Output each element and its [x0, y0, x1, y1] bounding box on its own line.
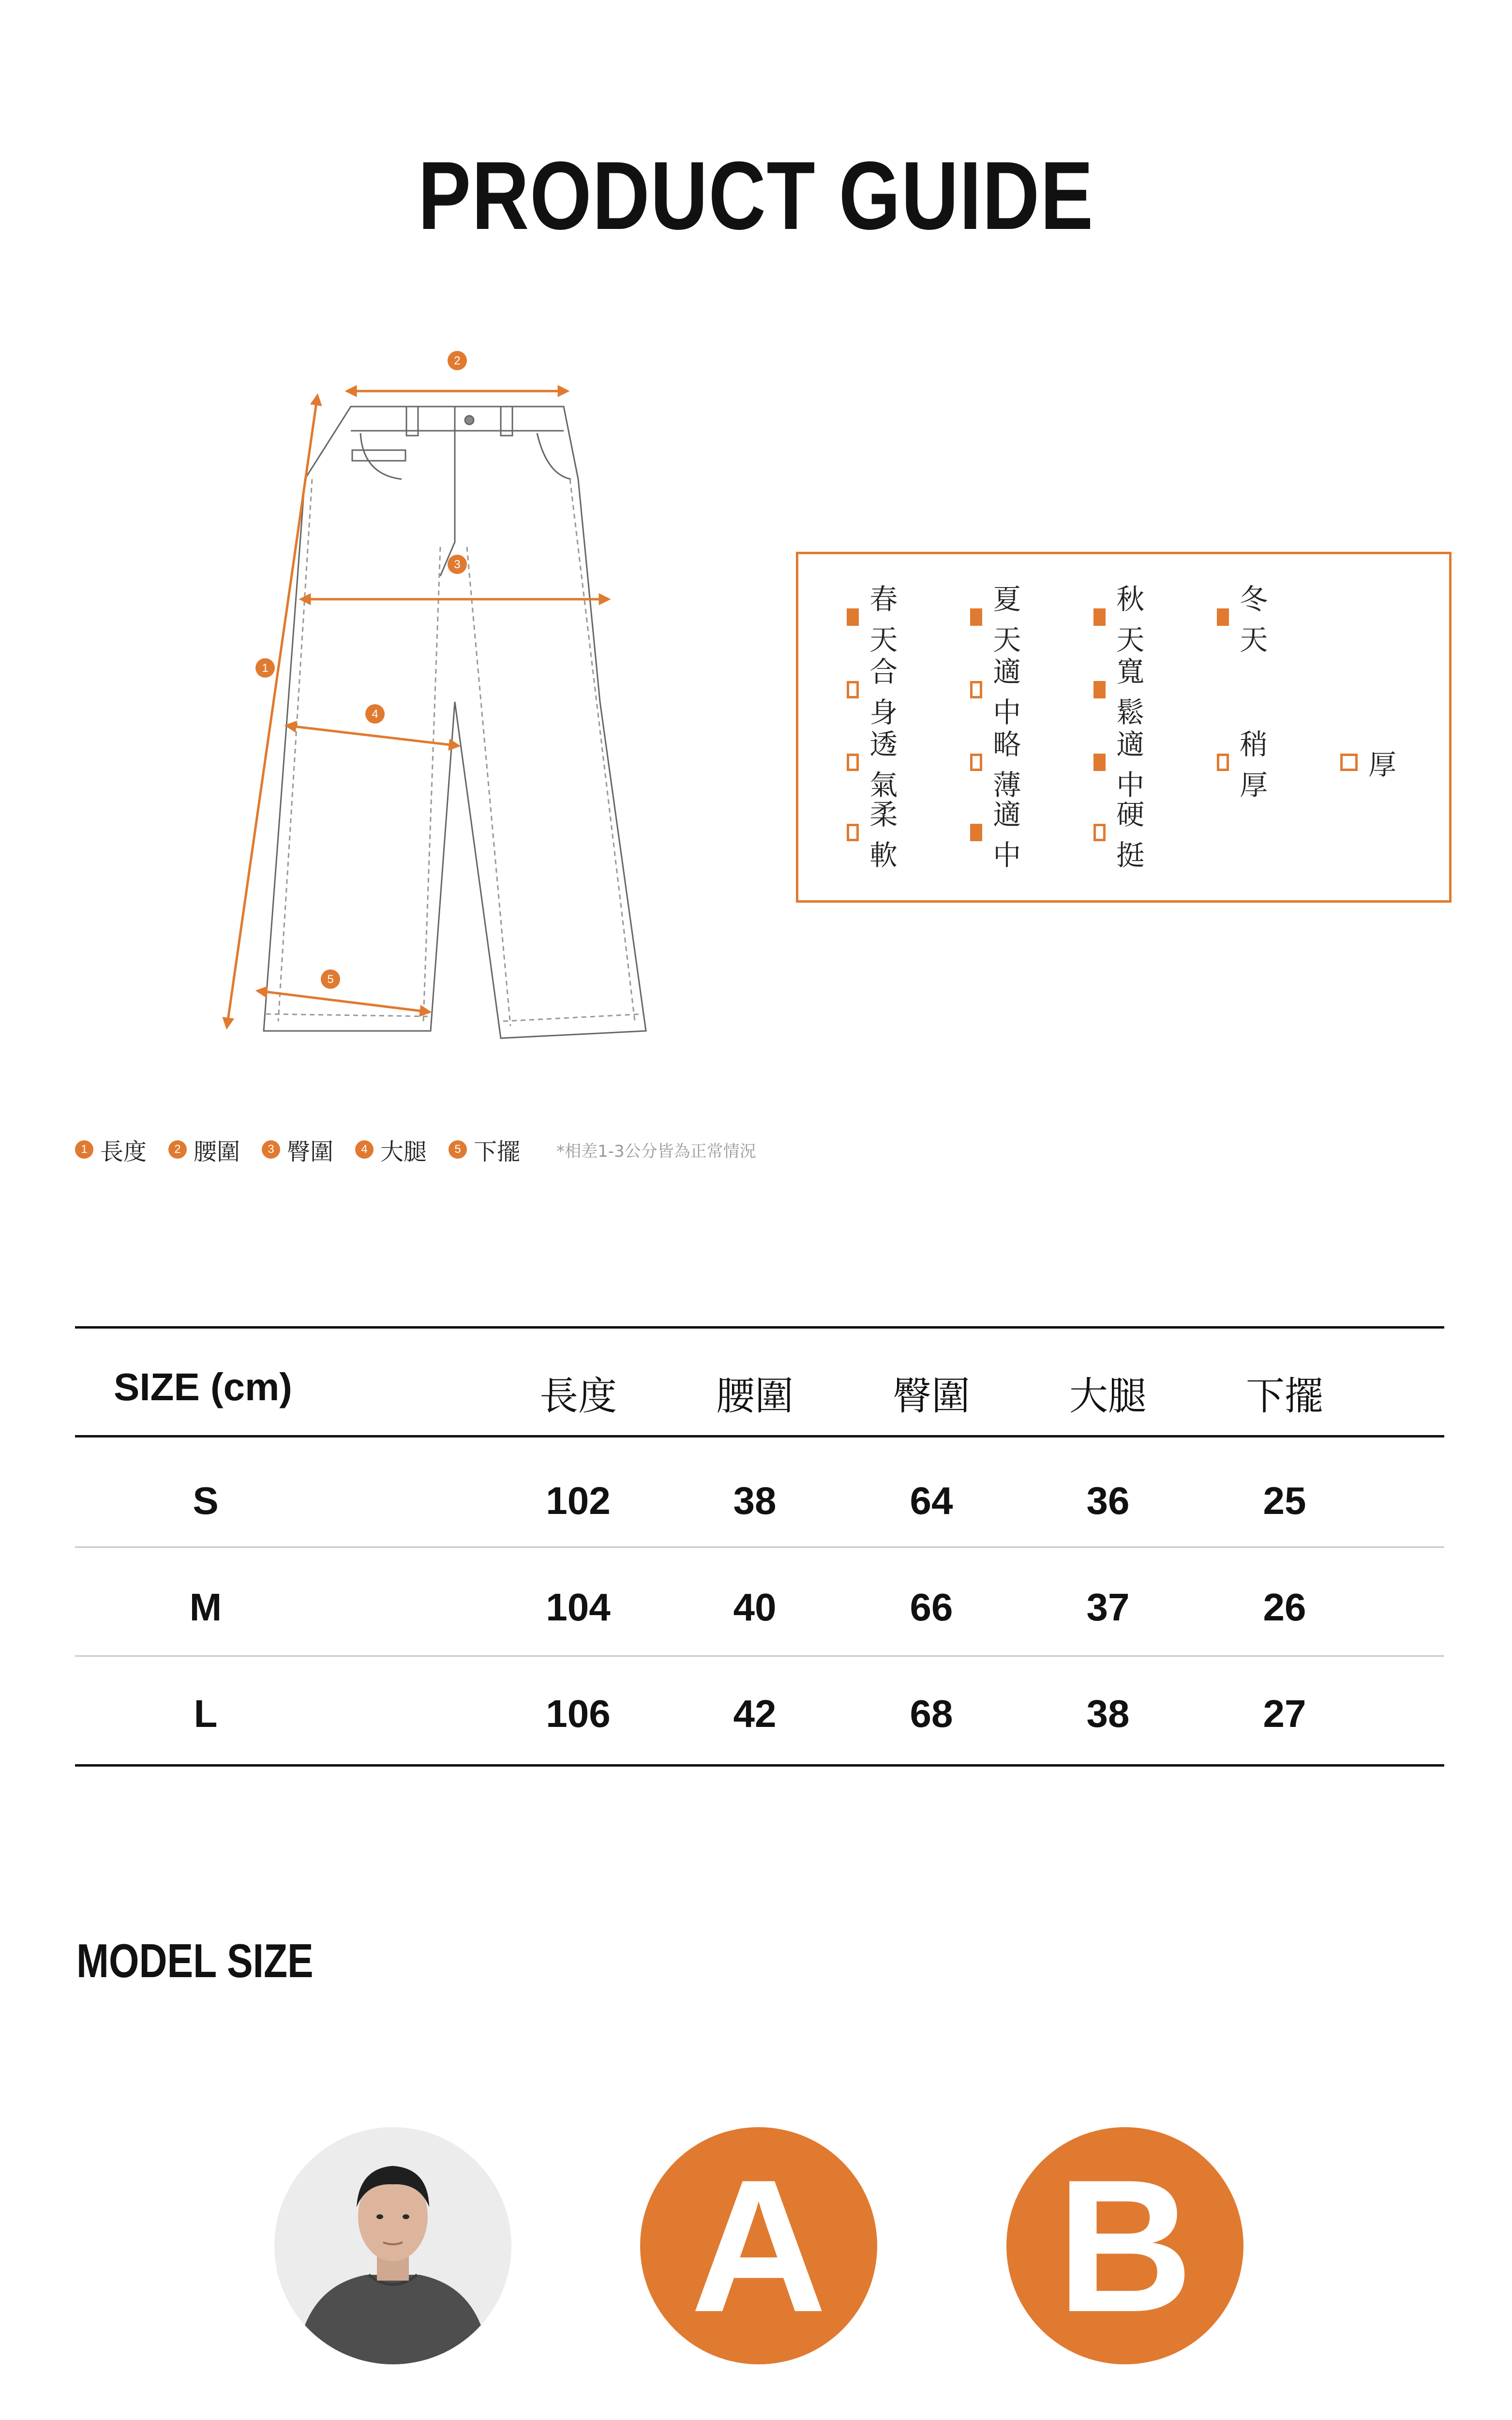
option-winter: 冬天: [1217, 600, 1275, 634]
legend-item: [75, 1133, 147, 1166]
legend-label: 臀圍: [287, 1138, 334, 1165]
measurement-note: *相差1-3公分皆為正常情況: [556, 1141, 756, 1161]
option-medium-softness: 適中: [970, 816, 1028, 849]
table-cell: 27: [1263, 1692, 1306, 1735]
option-summer: 夏天: [970, 600, 1028, 634]
legend-item: [262, 1133, 333, 1166]
measurement-arrows: [227, 391, 605, 1024]
option-regular-fit: 適中: [970, 673, 1028, 707]
table-header-thigh: 大腿: [1069, 1374, 1147, 1419]
option-thick: 厚: [1340, 745, 1398, 779]
marker-1: 1: [262, 662, 269, 675]
legend-number: 4: [355, 1140, 374, 1159]
legend-label: 大腿: [380, 1138, 427, 1165]
legend-number: 5: [449, 1140, 467, 1159]
checkbox-icon: [1340, 754, 1358, 771]
table-cell: 36: [1086, 1479, 1130, 1522]
table-header-length: 長度: [539, 1374, 617, 1419]
pants-outline: [264, 407, 646, 1038]
table-cell: 38: [733, 1479, 777, 1522]
checkbox-icon: [847, 608, 859, 626]
legend-label: 腰圍: [194, 1138, 240, 1165]
row-divider: [75, 1546, 1444, 1548]
checkbox-icon: [1093, 681, 1106, 698]
table-cell: 38: [1086, 1692, 1130, 1735]
option-stiff: 硬挺: [1093, 816, 1152, 849]
checkbox-icon: [1217, 754, 1229, 771]
option-slightly-thick: 稍厚: [1217, 745, 1275, 779]
table-header-hip: 臀圍: [893, 1374, 970, 1419]
option-soft: 柔軟: [847, 816, 905, 849]
table-cell: 68: [910, 1692, 953, 1735]
table-header-waist: 腰圍: [716, 1374, 793, 1419]
row-divider: [75, 1655, 1444, 1657]
model-size-title: MODEL SIZE: [76, 1934, 314, 1987]
checkbox-icon: [970, 754, 982, 771]
legend-label: 下擺: [474, 1138, 521, 1165]
checkbox-icon: [847, 824, 859, 841]
pants-measurement-diagram: [213, 334, 673, 1070]
thigh-arrow: [290, 726, 455, 745]
table-divider: [75, 1764, 1444, 1767]
legend-number: 3: [262, 1140, 280, 1159]
person-photo-icon: [274, 2127, 511, 2364]
table-header-size: SIZE (cm): [114, 1365, 292, 1408]
table-cell: 37: [1086, 1586, 1130, 1629]
table-cell: 42: [733, 1692, 777, 1735]
model-avatar-a: [640, 2127, 877, 2364]
checkbox-icon: [970, 608, 982, 626]
table-cell: L: [194, 1692, 218, 1735]
marker-2: 2: [454, 354, 461, 367]
option-thin: 略薄: [970, 745, 1028, 779]
legend-number: 1: [75, 1140, 93, 1159]
table-cell: 25: [1263, 1479, 1306, 1522]
length-arrow: [227, 399, 317, 1024]
table-cell: M: [189, 1586, 222, 1629]
table-cell: 106: [546, 1692, 611, 1735]
legend-label: 長度: [100, 1138, 147, 1165]
fabric-attributes-box: [796, 552, 1452, 903]
avatar-letter: A: [690, 2140, 827, 2351]
table-cell: 26: [1263, 1586, 1306, 1629]
table-divider: [75, 1326, 1444, 1329]
model-avatar-lee: [274, 2127, 511, 2364]
checkbox-icon: [1093, 754, 1106, 771]
checkbox-icon: [847, 681, 859, 698]
table-cell: 64: [910, 1479, 953, 1522]
table-cell: 102: [546, 1479, 611, 1522]
option-autumn: 秋天: [1093, 600, 1152, 634]
option-fitted: 合身: [847, 673, 905, 707]
hem-arrow: [261, 991, 426, 1012]
checkbox-icon: [1093, 824, 1106, 841]
table-cell: S: [193, 1479, 219, 1522]
table-cell: 66: [910, 1586, 953, 1629]
measurement-legend: [75, 1135, 756, 1164]
option-loose: 寬鬆: [1093, 673, 1152, 707]
legend-item: [168, 1133, 240, 1166]
checkbox-icon: [1217, 608, 1229, 626]
checkbox-icon: [970, 681, 982, 698]
table-cell: 104: [546, 1586, 611, 1629]
model-avatar-b: [1006, 2127, 1243, 2364]
option-breathable: 透氣: [847, 745, 905, 779]
page-title: PRODUCT GUIDE: [418, 142, 1094, 250]
checkbox-icon: [847, 754, 859, 771]
checkbox-icon: [1093, 608, 1106, 626]
table-divider: [75, 1435, 1444, 1437]
table-header-hem: 下擺: [1246, 1374, 1323, 1419]
checkbox-icon: [970, 824, 982, 841]
option-medium-thickness: 適中: [1093, 745, 1152, 779]
legend-item: [355, 1133, 427, 1166]
table-cell: 40: [733, 1586, 777, 1629]
marker-3: 3: [454, 558, 461, 571]
legend-item: [449, 1133, 520, 1166]
option-spring: 春天: [847, 600, 905, 634]
marker-4: 4: [372, 708, 378, 721]
marker-5: 5: [327, 973, 334, 986]
avatar-letter: B: [1057, 2140, 1193, 2351]
legend-number: 2: [168, 1140, 187, 1159]
